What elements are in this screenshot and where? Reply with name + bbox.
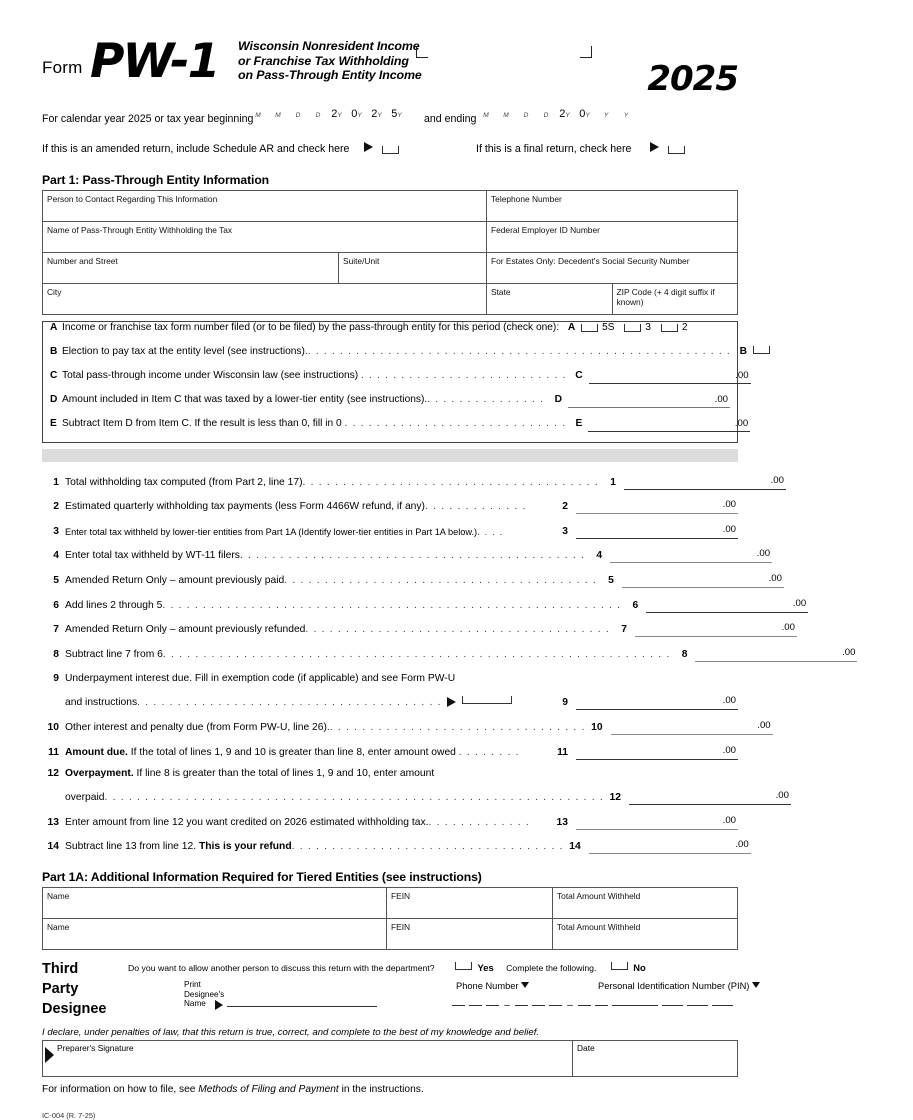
signature-table (42, 1040, 738, 1077)
amended-return-checkbox[interactable] (382, 146, 399, 154)
form-header (42, 28, 738, 108)
line-9-spacer (42, 708, 59, 710)
item-row-c (43, 370, 749, 394)
line-1-amount-field[interactable]: .00 (624, 475, 786, 490)
line-1-row (42, 465, 784, 490)
period-end-slot-1[interactable] (496, 108, 513, 120)
line-5-amount-field[interactable]: .00 (622, 573, 784, 588)
line-14-number: 14 (47, 841, 59, 853)
item-row-d (43, 394, 737, 418)
designee-pin-label: Personal Identification Number (PIN) (598, 981, 750, 992)
period-end-slot-label-0: M (483, 112, 489, 119)
period-end-slot-value-5: 0 (579, 108, 586, 120)
table-row (43, 1041, 738, 1077)
item-a-letter: A (50, 322, 58, 333)
period-begin-slot-label-7: Y (397, 112, 402, 119)
line-8-number: 8 (53, 648, 59, 660)
and-ending-label: and ending (424, 113, 477, 125)
third-party-label (42, 959, 106, 1019)
cell-telephone[interactable]: Telephone Number (487, 191, 738, 222)
line-11-row (42, 735, 738, 760)
line-12-number: 12 (47, 767, 59, 779)
table-row (43, 284, 738, 315)
period-begin-slot-label-3: D (315, 112, 321, 119)
numbered-lines-9-14 (42, 665, 789, 855)
signature-arrow-icon (45, 1047, 54, 1063)
line-4-number: 4 (53, 550, 59, 562)
line-1-text: Total withholding tax computed (from Part 2, line 17). . . . . . . . . . . . . . . . . . . . . . . . . . . . . . . . . . . . . (65, 476, 599, 488)
line-12-amount-field[interactable]: .00 (629, 790, 791, 805)
final-return-checkbox[interactable] (668, 146, 685, 154)
preparer-signature-cell[interactable] (43, 1041, 573, 1077)
line-7-row (42, 613, 795, 638)
line-10-marker: 10 (591, 721, 603, 733)
declaration-text: I declare, under penalties of law, that this return is true, correct, and complete to the best of my knowledge and belief. (42, 1027, 540, 1039)
designee-phone-label: Phone Number (456, 981, 519, 992)
line-14-amount-field[interactable]: .00 (589, 839, 751, 854)
signature-date-cell[interactable] (573, 1041, 738, 1077)
line-3-text: Enter total tax withheld by lower-tier entities from Part 1A (Identify lower-tier entities in Part 1A below.). . . . (65, 526, 504, 537)
designee-name-arrow-icon (215, 1000, 223, 1010)
period-end-date-slots[interactable] (476, 108, 633, 120)
line-4-row (42, 539, 771, 564)
line-12-row-a (42, 760, 738, 781)
period-begin-slot-label-2: D (295, 112, 301, 119)
table-row (43, 919, 738, 950)
period-begin-slot-6[interactable] (368, 108, 385, 120)
final-return-label: If this is a final return, check here (476, 143, 632, 155)
crop-mark-left-icon (416, 46, 428, 58)
phone-dash: – (504, 1000, 510, 1012)
designee-name-field[interactable] (227, 1006, 377, 1007)
line-5-row (42, 563, 782, 588)
phone-digit-slot[interactable] (532, 1005, 545, 1006)
preparer-signature-label: Preparer's Signature (57, 1043, 134, 1054)
line-12-text-part1: Overpayment. If line 8 is greater than the total of lines 1, 9 and 10, enter amount (65, 767, 435, 779)
item-c-letter: C (50, 370, 58, 381)
line-5-marker: 5 (608, 574, 614, 586)
line-6-number: 6 (53, 599, 59, 611)
line-13-number: 13 (47, 816, 59, 828)
line-2-marker: 2 (562, 501, 568, 513)
line-3-number: 3 (53, 525, 59, 537)
period-begin-slot-value-4: 2 (331, 108, 338, 120)
cell-decedent-ssn[interactable]: For Estates Only: Decedent's Social Security Number (487, 253, 738, 284)
line-12-text-part2: overpaid. . . . . . . . . . . . . . . . . . . . . . . . . . . . . . . . . . . . . . . . . . . . . . . . . . . . . . . . . . . . . . (65, 792, 604, 804)
numbered-lines-1-8 (42, 465, 856, 662)
part1a-row2-name[interactable]: Name (43, 919, 387, 950)
period-begin-slot-label-4: Y (337, 112, 342, 119)
item-a-text: Income or franchise tax form number filed (or to be filed) by the pass-through entity for this period (check one): (62, 322, 560, 333)
pin-digit-slot[interactable] (612, 1005, 633, 1006)
line-3-marker: 3 (562, 525, 568, 537)
third-party-question-row (128, 962, 646, 973)
designee-phone-label-row (456, 981, 529, 991)
period-end-slot-label-7: Y (623, 112, 629, 119)
period-end-slot-6[interactable] (596, 108, 613, 120)
line-13-text: Enter amount from line 12 you want credited on 2026 estimated withholding tax.. . . . . . . . . . . . . (65, 816, 530, 828)
item-a-option-3: 3 (645, 322, 651, 333)
line-4-text: Enter total tax withheld by WT-11 filers. . . . . . . . . . . . . . . . . . . . . . . . . . . . . . . . . . . . . . . . . . . (65, 550, 586, 562)
line-3-amount-field[interactable]: .00 (576, 524, 738, 539)
line-10-text: Other interest and penalty due (from Form PW-U, line 26).. . . . . . . . . . . . . . . . . . . . . . . . . . . . . . . . (65, 721, 586, 733)
cell-number-street[interactable]: Number and Street (43, 253, 339, 284)
item-d-text: Amount included in Item C that was taxed by a lower-tier entity (see instructions).. . . . . . . . . . . . . . . (62, 394, 545, 405)
cell-entity-name[interactable]: Name of Pass-Through Entity Withholding the Tax (43, 222, 487, 253)
cell-person-to-contact[interactable]: Person to Contact Regarding This Information (43, 191, 487, 222)
part1a-row2-fein[interactable]: FEIN (387, 919, 553, 950)
period-begin-slot-3[interactable] (308, 108, 325, 120)
period-end-slot-label-6: Y (603, 112, 609, 119)
item-a-checkbox-3[interactable] (624, 324, 641, 332)
third-party-label-line3: Designee (42, 1001, 107, 1018)
line-9-text-part2: and instructions. . . . . . . . . . . . . . . . . . . . . . . . . . . . . . . . . . . . . . (59, 696, 551, 710)
final-arrow-icon (650, 142, 659, 152)
item-c-marker: C (575, 370, 583, 381)
item-e-marker: E (575, 418, 583, 429)
line-13-row (42, 805, 738, 830)
line-9-amount-field[interactable]: .00 (576, 695, 738, 710)
line-6-text: Add lines 2 through 5. . . . . . . . . . . . . . . . . . . . . . . . . . . . . . . . . . . . . . . . . . . . . . . . . . . . . . . . . (65, 599, 622, 611)
period-end-slot-3[interactable] (536, 108, 553, 120)
third-party-question: Do you want to allow another person to discuss this return with the department? (128, 963, 435, 974)
phone-digit-slot[interactable] (595, 1005, 608, 1006)
calendar-year-label: For calendar year 2025 or tax year beginning (42, 113, 254, 125)
period-begin-slot-label-1: M (275, 112, 281, 119)
period-end-slot-7[interactable] (616, 108, 633, 120)
form-subtitle-line2: or Franchise Tax Withholding (238, 53, 409, 68)
third-party-yes-checkbox[interactable] (455, 962, 472, 970)
line-1-marker: 1 (610, 476, 616, 488)
pin-digit-slot[interactable] (712, 1005, 733, 1006)
tax-year-title: 2025 (647, 59, 738, 99)
cell-zip[interactable]: ZIP Code (+ 4 digit suffix if known) (612, 284, 738, 315)
table-row (43, 253, 738, 284)
part1a-row2-total[interactable]: Total Amount Withheld (553, 919, 738, 950)
line-7-amount-field[interactable]: .00 (635, 622, 797, 637)
part1-heading: Part 1: Pass-Through Entity Information (42, 173, 270, 187)
line-11-amount-field[interactable]: .00 (576, 745, 738, 760)
period-begin-slot-value-5: 0 (351, 108, 358, 120)
period-begin-slot-label-6: Y (377, 112, 382, 119)
designee-print-line2: Designee's (184, 989, 225, 999)
item-a-option-5s: 5S (602, 322, 615, 333)
part1a-row1-total[interactable]: Total Amount Withheld (553, 888, 738, 919)
item-a-checkbox-2[interactable] (661, 324, 678, 332)
filing-info-post: in the instructions. (338, 1084, 424, 1096)
item-b-letter: B (50, 346, 58, 357)
period-end-slot-label-3: D (543, 112, 549, 119)
phone-digit-slot[interactable] (486, 1005, 499, 1006)
line-11-text: Amount due. If the total of lines 1, 9 and 10 is greater than line 8, enter amount owed . . . . . . . . (65, 746, 520, 758)
line-10-row (42, 710, 771, 735)
phone-down-arrow-icon (521, 982, 529, 988)
line-6-marker: 6 (632, 599, 639, 611)
line-13-marker: 13 (556, 816, 568, 828)
line-9-marker: 9 (562, 697, 568, 709)
line-8-marker: 8 (681, 648, 688, 660)
table-row (43, 222, 738, 253)
part1a-heading: Part 1A: Additional Information Required for Tiered Entities (see instructions) (42, 870, 482, 885)
form-subtitle-line1: Wisconsin Nonresident Income (238, 39, 420, 53)
line-3-row (42, 514, 738, 539)
period-end-slot-label-5: Y (585, 112, 590, 119)
section-divider-bar (42, 449, 738, 462)
item-d-letter: D (50, 394, 58, 405)
period-begin-slot-7[interactable] (388, 108, 405, 120)
item-a-option-2: 2 (681, 322, 688, 333)
line-14-row (42, 830, 749, 855)
period-begin-date-slots[interactable] (248, 108, 405, 120)
item-row-e (43, 418, 749, 442)
table-row (43, 191, 738, 222)
line-12-spacer (42, 803, 59, 805)
item-b-checkbox[interactable] (753, 346, 770, 354)
pin-digit-slot[interactable] (687, 1005, 708, 1006)
phone-digit-slot[interactable] (578, 1005, 591, 1006)
period-begin-slot-value-6: 2 (371, 108, 378, 120)
line-13-amount-field[interactable]: .00 (576, 815, 738, 830)
item-a-checkbox-5s[interactable] (581, 324, 598, 332)
line-9-row-b (42, 686, 738, 711)
form-number-title: PW-1 (90, 34, 219, 89)
part1a-row1-fein[interactable]: FEIN (387, 888, 553, 919)
line-9-number: 9 (53, 672, 59, 684)
phone-digit-slot[interactable] (515, 1005, 528, 1006)
filing-info-note (42, 1084, 738, 1095)
third-party-designee-section (42, 959, 750, 1019)
line-12-row-b (42, 781, 789, 806)
designee-pin-label-row (598, 981, 760, 991)
line-9-exemption-code-field[interactable] (462, 696, 512, 704)
third-party-no-checkbox[interactable] (611, 962, 628, 970)
form-page (0, 28, 856, 1120)
part1-entity-table (42, 190, 738, 315)
item-d-amount-field[interactable]: .00 (568, 394, 730, 408)
third-party-no-label: No (633, 962, 646, 974)
item-row-a (43, 322, 737, 346)
cell-fein[interactable]: Federal Employer ID Number (487, 222, 738, 253)
line-2-number: 2 (53, 501, 59, 513)
line-7-text: Amended Return Only – amount previously refunded. . . . . . . . . . . . . . . . . . . . . . . . . . . . . . . . . . . . . . (65, 624, 610, 636)
line-2-row (42, 490, 738, 515)
filing-info-pre: For information on how to file, see (42, 1084, 199, 1096)
pin-digit-slot[interactable] (637, 1005, 658, 1006)
line-7-marker: 7 (621, 624, 627, 636)
phone-digit-slot[interactable] (452, 1005, 465, 1006)
line-8-amount-field[interactable]: .00 (695, 647, 857, 662)
period-begin-slot-0[interactable] (248, 108, 265, 120)
signature-date-label: Date (577, 1043, 595, 1054)
filing-info-italic: Methods of Filing and Payment (198, 1084, 339, 1096)
third-party-complete-label: Complete the following. (506, 963, 597, 974)
tax-year-period-row (42, 110, 738, 136)
line-5-number: 5 (53, 574, 59, 586)
third-party-label-line2: Party (42, 981, 79, 998)
period-begin-slot-value-7: 5 (391, 108, 398, 120)
item-c-text: Total pass-through income under Wisconsin law (see instructions) . . . . . . . . . . . . . . . . . . . . . . . . . . (62, 370, 567, 381)
item-b-marker: B (739, 346, 747, 357)
table-row (43, 888, 738, 919)
line-9-row-a (42, 665, 738, 686)
line-10-amount-field[interactable]: .00 (611, 720, 773, 735)
line-14-text: Subtract line 13 from line 12. This is your refund. . . . . . . . . . . . . . . . . . . . . . . . . . . . . . . . . . (65, 841, 564, 853)
form-subtitle-line3: on Pass-Through Entity Income (238, 68, 422, 83)
line-11-marker: 11 (557, 746, 568, 758)
item-a-marker: A (567, 322, 576, 333)
part1a-tiered-entities-table (42, 887, 738, 950)
item-c-amount-field[interactable]: .00 (589, 370, 751, 384)
line-2-text: Estimated quarterly withholding tax payments (less Form 4466W refund, if any). . . . . . . . . . . . . (65, 501, 527, 513)
amended-final-return-row (42, 143, 738, 161)
line-4-marker: 4 (596, 550, 603, 562)
designee-pin-field[interactable] (612, 1005, 733, 1006)
line-8-row (42, 637, 856, 662)
line-14-marker: 14 (569, 841, 581, 853)
cell-city[interactable]: City (43, 284, 487, 315)
third-party-yes-label: Yes (477, 962, 494, 974)
phone-digit-slot[interactable] (469, 1005, 482, 1006)
item-e-text: Subtract Item D from Item C. If the result is less than 0, fill in 0 . . . . . . . . . . . . . . . . . . . . . . . . . . . . (62, 418, 567, 429)
amended-arrow-icon (364, 142, 373, 152)
amended-return-label: If this is an amended return, include Schedule AR and check here (42, 143, 350, 155)
period-begin-slot-4[interactable] (328, 108, 345, 120)
crop-mark-right-icon (580, 46, 592, 58)
period-begin-slot-5[interactable] (348, 108, 365, 120)
item-d-marker: D (554, 394, 562, 405)
phone-dash: – (567, 1000, 573, 1012)
period-begin-slot-2[interactable] (288, 108, 305, 120)
line-6-row (42, 588, 807, 613)
item-row-b (43, 346, 747, 370)
period-end-slot-label-4: Y (565, 112, 570, 119)
phone-digit-slot[interactable] (549, 1005, 562, 1006)
item-e-amount-field[interactable]: .00 (588, 418, 750, 432)
line-9-text-part1: Underpayment interest due. Fill in exemption code (if applicable) and see Form PW-U (65, 672, 456, 684)
designee-print-line3: Name (184, 999, 206, 1009)
item-e-letter: E (50, 418, 57, 429)
period-begin-slot-label-0: M (255, 112, 261, 119)
item-b-text: Election to pay tax at the entity level (see instructions).. . . . . . . . . . . . . . . . . . . . . . . . . . . . . . . . . . . . . . . . . . . . . . . . . . . . . (62, 346, 731, 357)
period-end-slot-4[interactable] (556, 108, 573, 120)
line-12-marker: 12 (609, 792, 621, 804)
period-end-slot-5[interactable] (576, 108, 593, 120)
form-subtitle (238, 39, 422, 83)
period-end-slot-0[interactable] (476, 108, 493, 120)
cell-state[interactable]: State (487, 284, 613, 315)
period-end-slot-2[interactable] (516, 108, 533, 120)
period-end-slot-value-4: 2 (559, 108, 566, 120)
items-a-to-e-box (42, 321, 749, 443)
form-revision-code: IC-004 (R. 7-25) (42, 1111, 96, 1120)
line-11-number: 11 (48, 746, 59, 758)
period-end-slot-label-2: D (523, 112, 529, 119)
period-begin-slot-label-5: Y (357, 112, 362, 119)
period-end-slot-label-1: M (503, 112, 509, 119)
line-4-amount-field[interactable]: .00 (610, 548, 772, 563)
line-7-number: 7 (53, 624, 59, 636)
cell-suite-unit[interactable]: Suite/Unit (339, 253, 487, 284)
line-8-text: Subtract line 7 from 6. . . . . . . . . . . . . . . . . . . . . . . . . . . . . . . . . . . . . . . . . . . . . . . . . . . . . . . . . . . . . . . (65, 648, 671, 660)
part1a-row1-name[interactable]: Name (43, 888, 387, 919)
pin-down-arrow-icon (752, 982, 760, 988)
line-2-amount-field[interactable]: .00 (576, 499, 738, 514)
period-begin-slot-1[interactable] (268, 108, 285, 120)
pin-digit-slot[interactable] (662, 1005, 683, 1006)
line-6-amount-field[interactable]: .00 (646, 598, 808, 613)
line-9-arrow-icon (447, 697, 456, 707)
line-10-number: 10 (47, 721, 59, 733)
third-party-label-line1: Third (42, 961, 79, 978)
designee-print-line1: Print (184, 980, 201, 990)
form-word-label: Form (42, 58, 83, 77)
line-5-text: Amended Return Only – amount previously paid. . . . . . . . . . . . . . . . . . . . . . . . . . . . . . . . . . . . . . . (65, 574, 597, 586)
line-1-number: 1 (53, 476, 59, 488)
